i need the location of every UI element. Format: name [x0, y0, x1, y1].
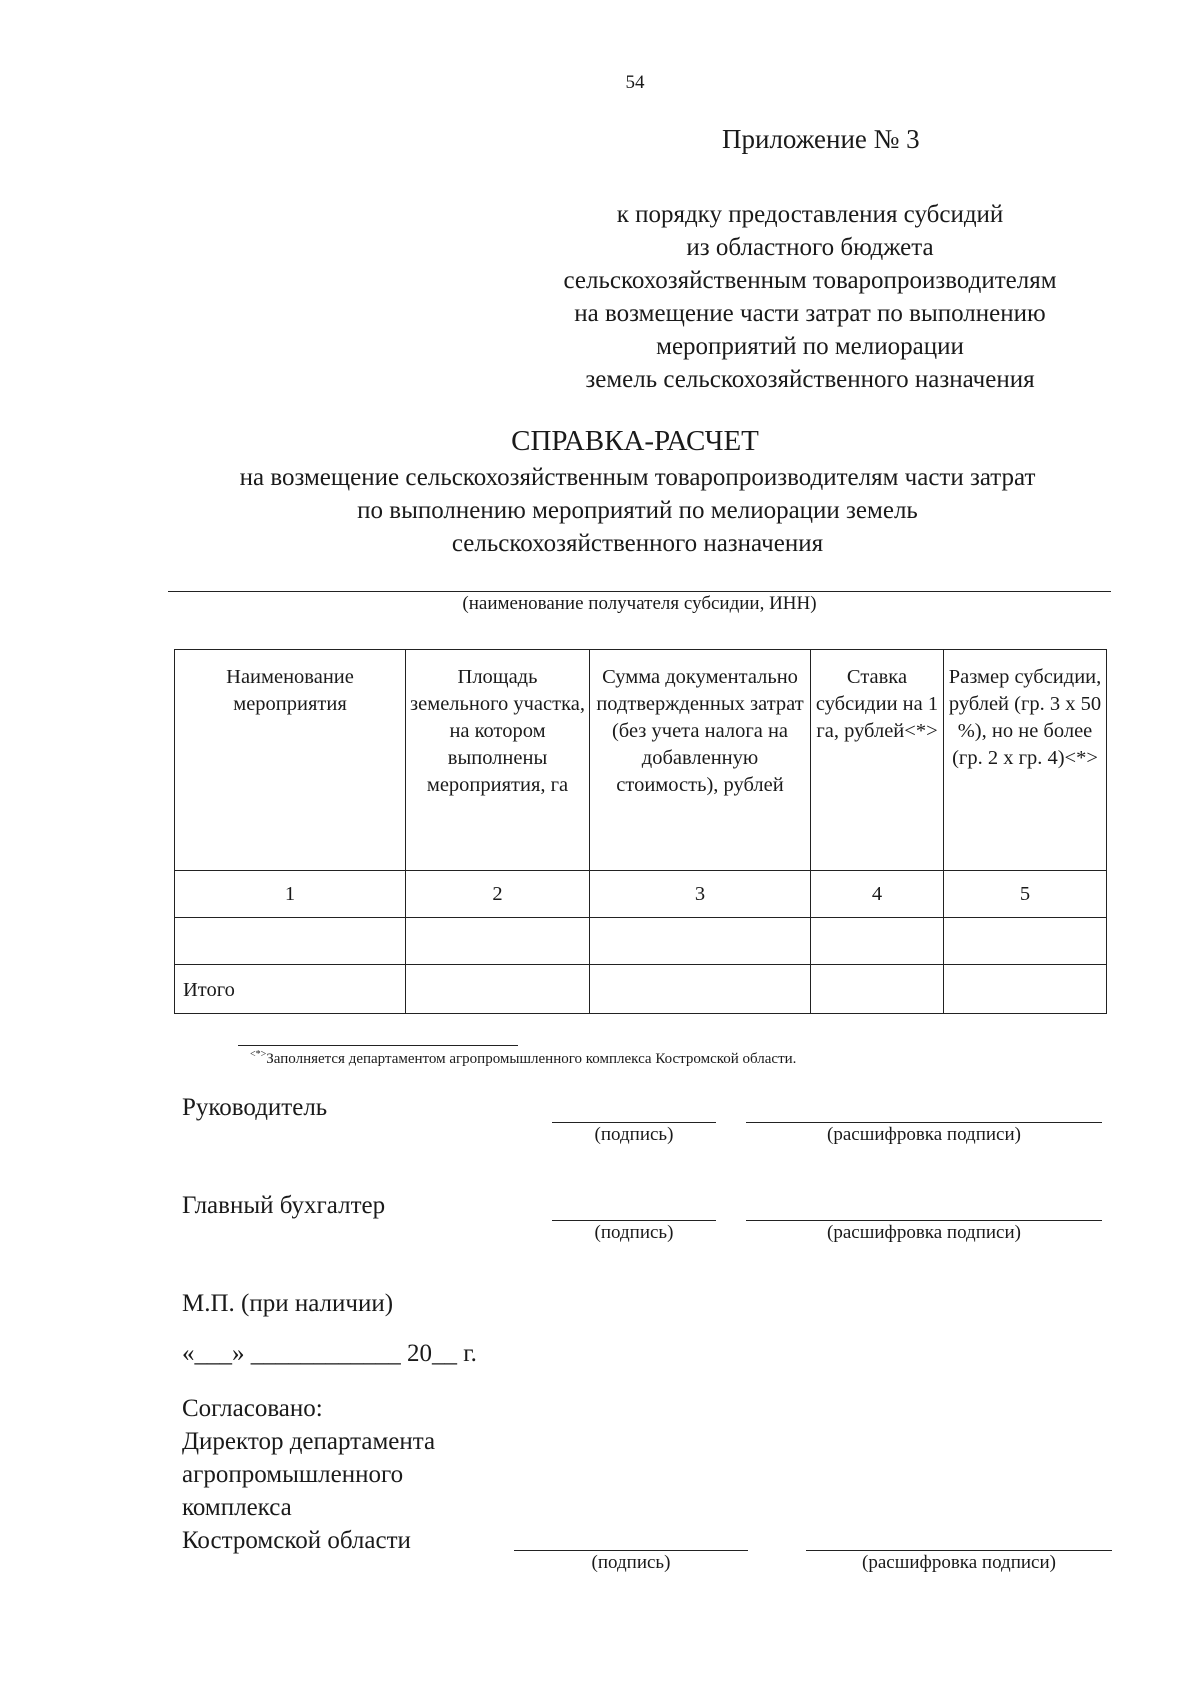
appendix-subtitle-line: сельскохозяйственным товаропроизводителям [563, 267, 1057, 294]
document-subtitle-line: сельскохозяйственного назначения [451, 530, 824, 557]
director-signature-line[interactable] [514, 1550, 748, 1551]
header-cell: Площадь земельного участка, на котором выполнены мероприятия, га [406, 650, 590, 871]
column-number: 3 [590, 871, 811, 918]
table-header-row [175, 650, 1107, 871]
document-subtitle-line: по выполнению мероприятий по мелиорации земель [357, 497, 918, 524]
footnote-divider [238, 1045, 518, 1046]
date-line[interactable]: «___» ____________ 20__ г. [182, 1340, 477, 1367]
input-cell[interactable] [590, 965, 811, 1014]
head-decoding-caption: (расшифровка подписи) [827, 1124, 1021, 1145]
head-signature-caption: (подпись) [594, 1124, 674, 1145]
appendix-subtitle-line: из областного бюджета [686, 234, 934, 261]
accountant-decoding-caption: (расшифровка подписи) [827, 1222, 1021, 1243]
approval-line: Согласовано: [182, 1395, 323, 1422]
stamp-label: М.П. (при наличии) [182, 1290, 394, 1317]
input-cell[interactable] [175, 918, 406, 965]
table-row [175, 918, 1107, 965]
appendix-subtitle-line: земель сельскохозяйственного назначения [585, 366, 1035, 393]
column-number: 2 [406, 871, 590, 918]
accountant-signature-line[interactable] [552, 1220, 716, 1221]
accountant-label: Главный бухгалтер [182, 1192, 386, 1219]
calculation-table [174, 649, 1107, 1014]
column-number: 5 [944, 871, 1107, 918]
document-subtitle [160, 461, 1115, 560]
header-cell: Сумма документально подтвержденных затрат (без учета налога на добавленную стоимость), рублей [590, 650, 811, 871]
approval-line: агропромышленного [182, 1461, 404, 1488]
page-number: 54 [625, 72, 645, 93]
input-cell[interactable] [406, 918, 590, 965]
input-cell[interactable] [811, 965, 944, 1014]
approval-line: Директор департамента [182, 1428, 436, 1455]
footnote [250, 1049, 796, 1068]
input-cell[interactable] [811, 918, 944, 965]
appendix-subtitle-line: на возмещение части затрат по выполнению [574, 300, 1046, 327]
appendix-subtitle-line: мероприятий по мелиорации [656, 333, 964, 360]
accountant-signature-caption: (подпись) [594, 1222, 674, 1243]
input-cell[interactable] [406, 965, 590, 1014]
column-number: 1 [175, 871, 406, 918]
input-cell[interactable] [944, 965, 1107, 1014]
header-cell: Ставка субсидии на 1 га, рублей<*> [811, 650, 944, 871]
appendix-title: Приложение № 3 [722, 124, 920, 154]
director-decoding-line[interactable] [806, 1550, 1112, 1551]
approval-block [182, 1392, 435, 1557]
director-signature-caption: (подпись) [591, 1552, 671, 1573]
header-cell: Наименование мероприятия [175, 650, 406, 871]
footnote-text: Заполняется департаментом агропромышленного комплекса Костромской области. [266, 1051, 797, 1067]
total-row [175, 965, 1107, 1014]
director-decoding-caption: (расшифровка подписи) [862, 1552, 1056, 1573]
document-subtitle-line: на возмещение сельскохозяйственным товаропроизводителям части затрат [239, 464, 1036, 491]
document-title: СПРАВКА-РАСЧЕТ [511, 425, 759, 457]
head-signature-line[interactable] [552, 1122, 716, 1123]
head-label: Руководитель [182, 1094, 328, 1121]
column-number: 4 [811, 871, 944, 918]
header-cell: Размер субсидии, рублей (гр. 3 х 50 %), но не более (гр. 2 х гр. 4)<*> [944, 650, 1107, 871]
total-label: Итого [175, 965, 406, 1014]
approval-line: Костромской области [182, 1527, 411, 1554]
head-decoding-line[interactable] [746, 1122, 1102, 1123]
appendix-subtitle [470, 198, 1150, 396]
recipient-caption: (наименование получателя субсидии, ИНН) [462, 593, 817, 614]
appendix-subtitle-line: к порядку предоставления субсидий [616, 201, 1004, 228]
recipient-field-line[interactable] [168, 591, 1111, 592]
input-cell[interactable] [944, 918, 1107, 965]
accountant-decoding-line[interactable] [746, 1220, 1102, 1221]
input-cell[interactable] [590, 918, 811, 965]
approval-line: комплекса [182, 1494, 292, 1521]
column-numbers-row [175, 871, 1107, 918]
footnote-marker: <*> [250, 1049, 267, 1060]
